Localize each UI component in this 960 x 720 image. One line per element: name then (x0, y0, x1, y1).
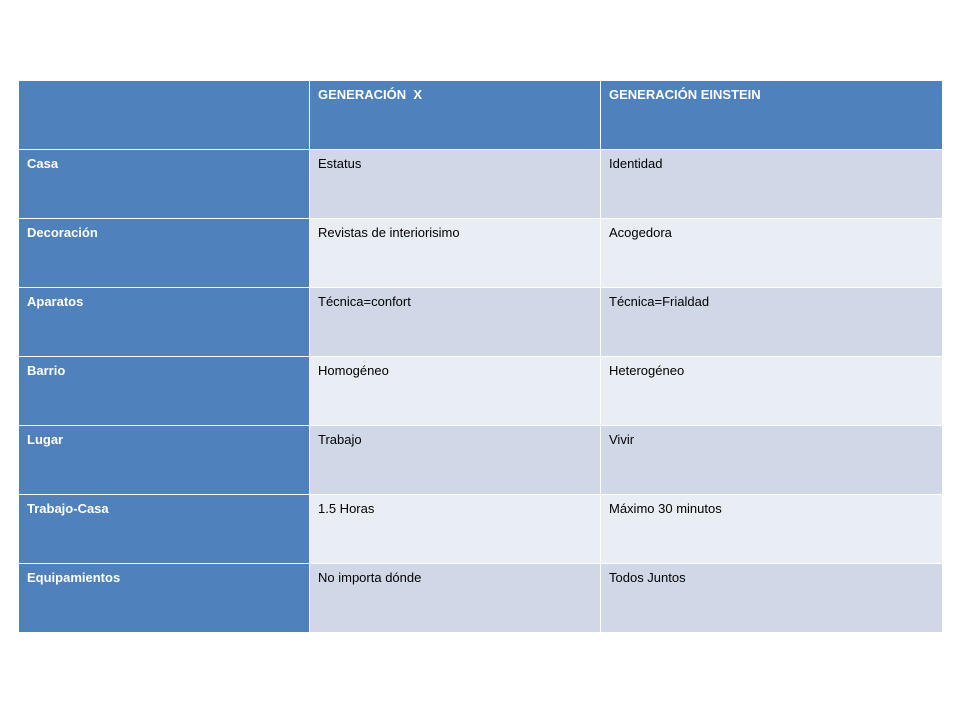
header-row (19, 81, 943, 150)
row-label: Casa (19, 150, 310, 219)
table-row (19, 564, 943, 633)
row-label: Equipamientos (19, 564, 310, 633)
cell-generacion-x: 1.5 Horas (310, 495, 601, 564)
row-label: Decoración (19, 219, 310, 288)
cell-generacion-x: Técnica=confort (310, 288, 601, 357)
table-row (19, 495, 943, 564)
cell-generacion-x: Revistas de interiorisimo (310, 219, 601, 288)
cell-generacion-einstein: Máximo 30 minutos (601, 495, 943, 564)
row-label: Aparatos (19, 288, 310, 357)
table-row (19, 219, 943, 288)
header-cell-generacion-x: GENERACIÓN X (310, 81, 601, 150)
row-label: Trabajo-Casa (19, 495, 310, 564)
header-cell-empty (19, 81, 310, 150)
row-label: Lugar (19, 426, 310, 495)
comparison-table (18, 80, 943, 633)
table-row (19, 288, 943, 357)
cell-generacion-x: Trabajo (310, 426, 601, 495)
table-row (19, 150, 943, 219)
cell-generacion-einstein: Heterogéneo (601, 357, 943, 426)
table-row (19, 357, 943, 426)
table-row (19, 426, 943, 495)
cell-generacion-einstein: Todos Juntos (601, 564, 943, 633)
cell-generacion-x: No importa dónde (310, 564, 601, 633)
row-label: Barrio (19, 357, 310, 426)
cell-generacion-einstein: Acogedora (601, 219, 943, 288)
cell-generacion-einstein: Identidad (601, 150, 943, 219)
header-cell-generacion-einstein: GENERACIÓN EINSTEIN (601, 81, 943, 150)
cell-generacion-x: Estatus (310, 150, 601, 219)
cell-generacion-einstein: Técnica=Frialdad (601, 288, 943, 357)
cell-generacion-einstein: Vivir (601, 426, 943, 495)
cell-generacion-x: Homogéneo (310, 357, 601, 426)
